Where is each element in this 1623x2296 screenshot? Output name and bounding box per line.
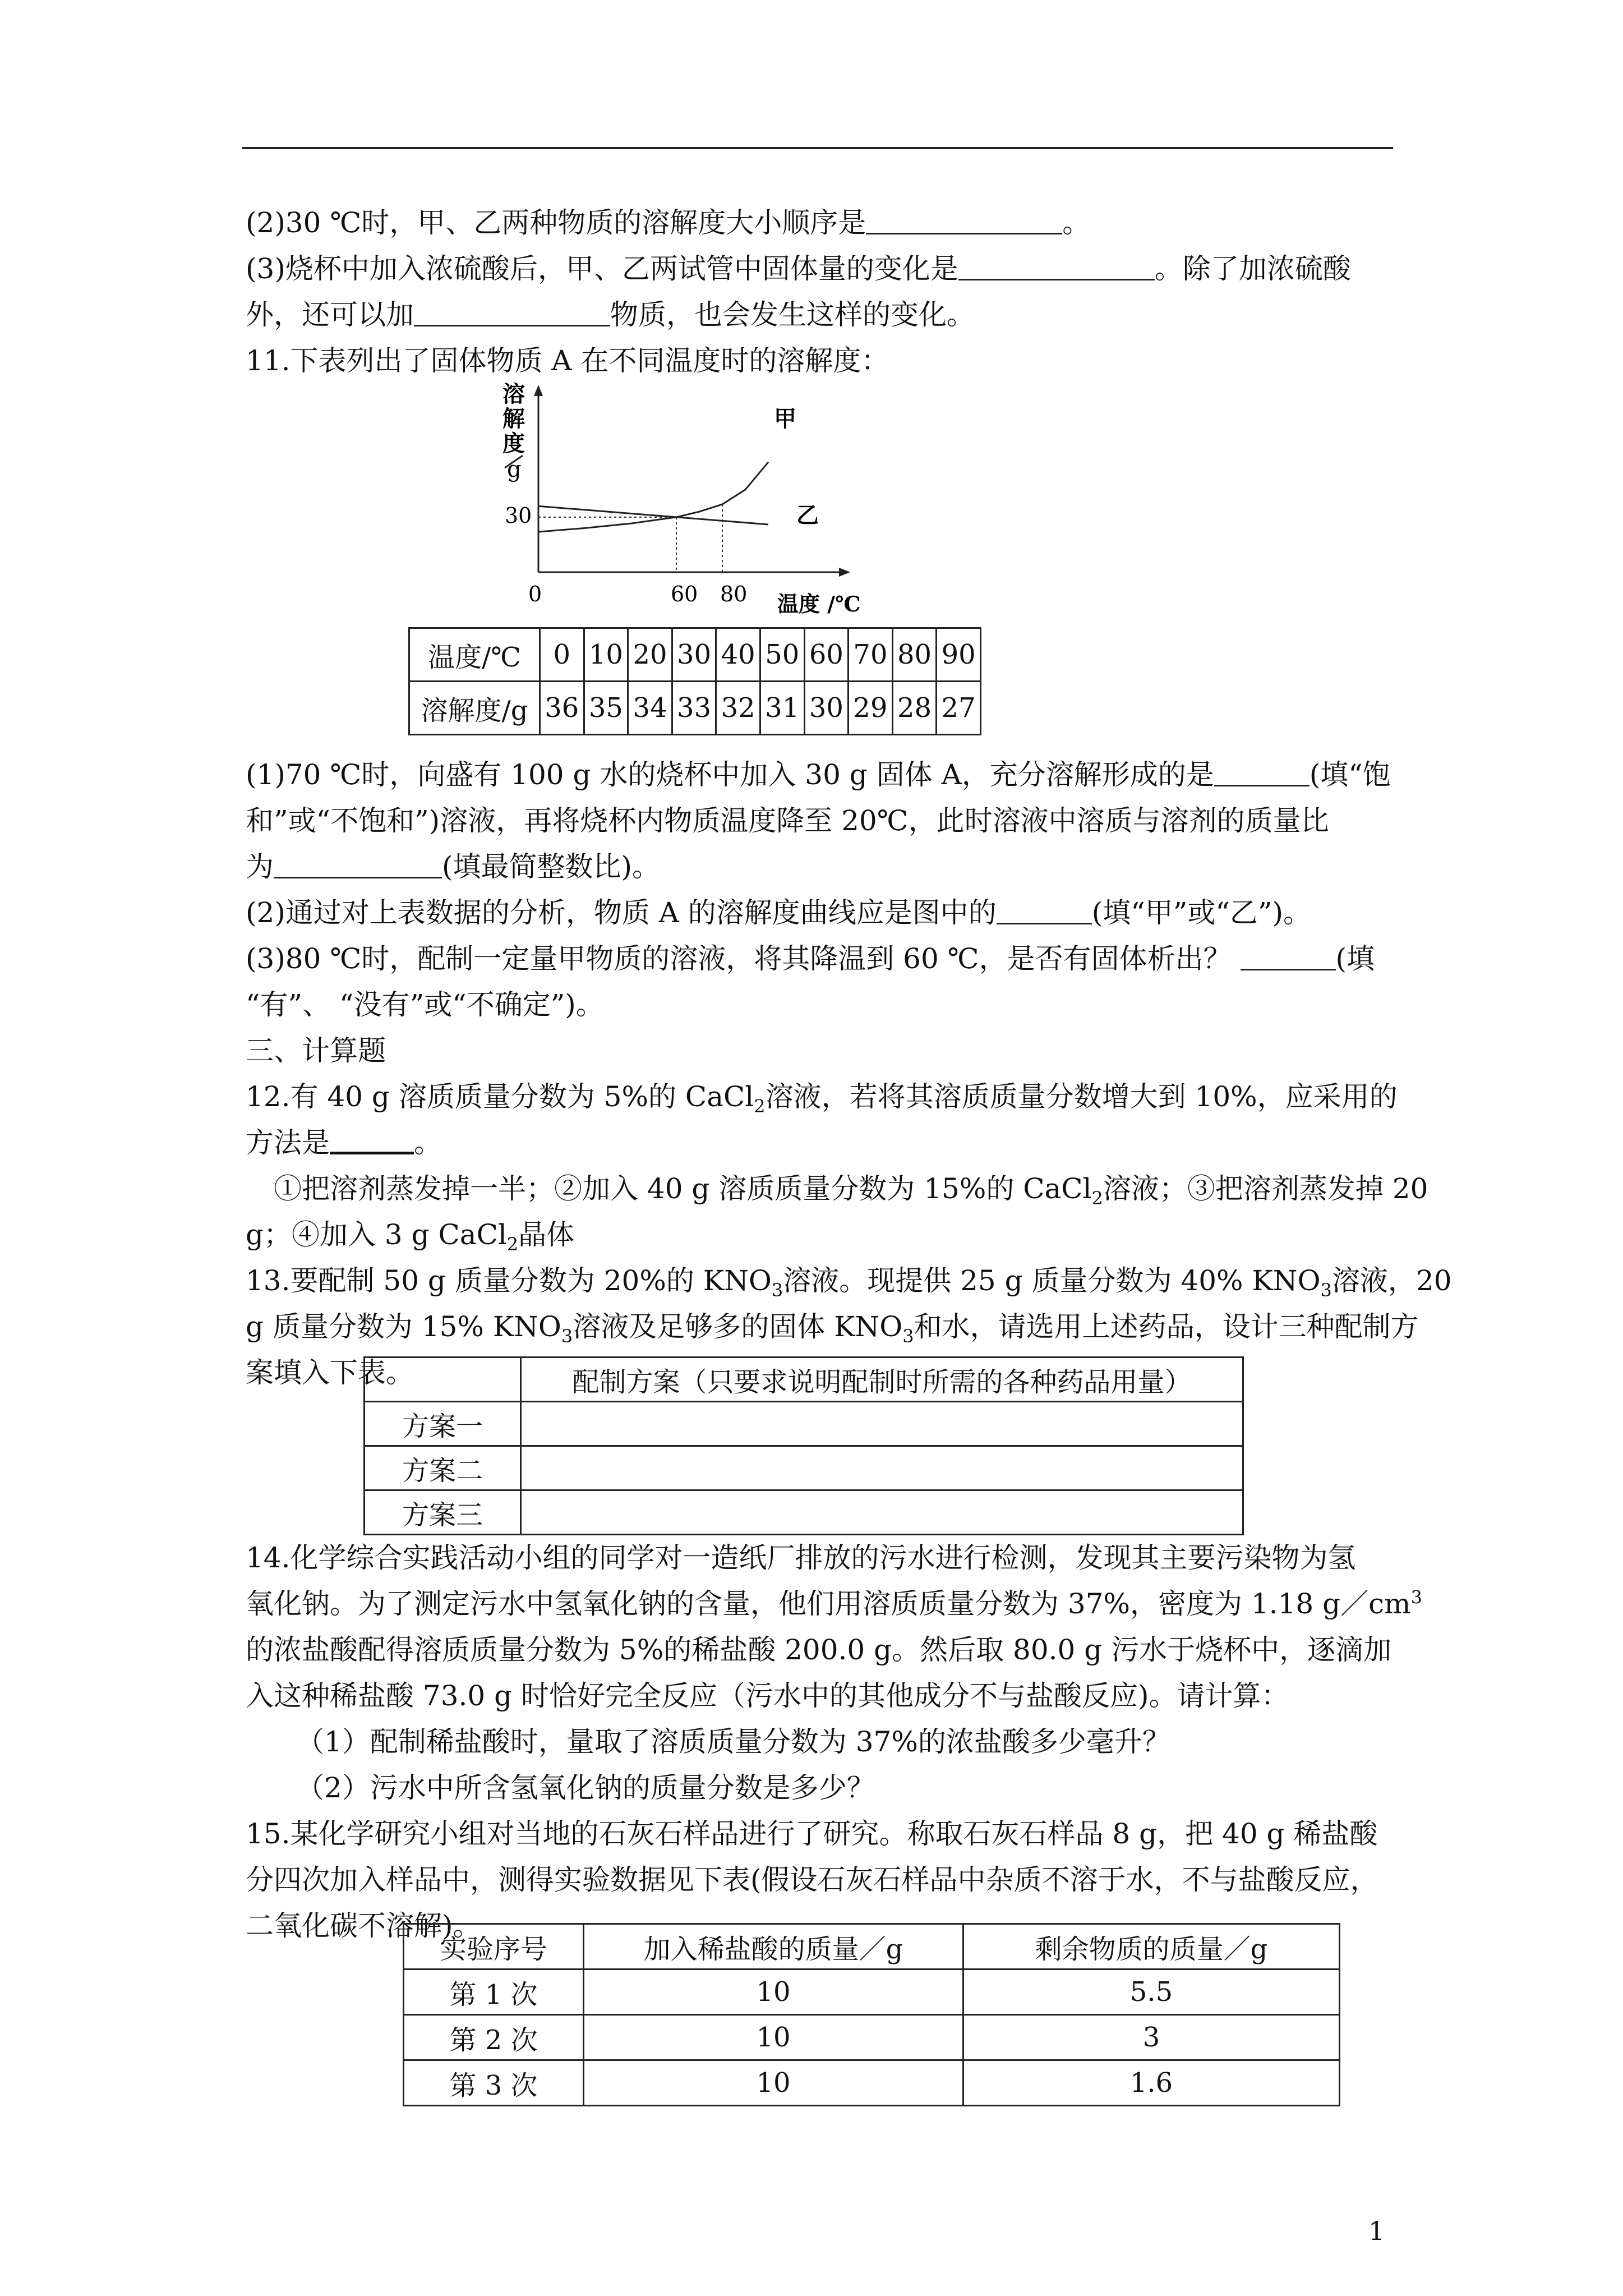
table-cell: 27 — [937, 682, 981, 735]
table-cell: 33 — [672, 682, 716, 735]
table-cell: 加入稀盐酸的质量／g — [584, 1924, 963, 1970]
q11-1-cont: 和”或“不饱和”)溶液，再将烧杯内物质温度降至 20℃，此时溶液中溶质与溶剂的质量比 — [246, 804, 1329, 837]
table-row — [404, 1970, 1340, 2015]
origin-label: 0 — [528, 582, 542, 606]
table-cell: 方案二 — [365, 1446, 521, 1490]
table-cell: 10 — [584, 2015, 963, 2060]
q12-cont: 方法是 。 — [246, 1120, 1412, 1166]
table-cell: 35 — [584, 682, 628, 735]
q15-cont2: 二氧化碳不溶解)。 — [246, 1910, 481, 1942]
series-line-yi — [538, 506, 768, 524]
y-axis-arrow — [534, 385, 543, 396]
plan-answer-cell[interactable] — [521, 1490, 1243, 1535]
table-cell: 方案一 — [365, 1402, 521, 1446]
table-row — [365, 1402, 1243, 1446]
q11-1: (1)70 ℃时，向盛有 100 g 水的烧杯中加入 30 g 固体 A，充分溶解形成的是 (填“饱 — [246, 752, 1412, 798]
answer-blank[interactable] — [274, 848, 442, 878]
answer-blank[interactable] — [866, 204, 1062, 234]
answer-blank[interactable] — [997, 894, 1092, 924]
header-rule — [242, 147, 1393, 149]
table-cell: 30 — [672, 628, 716, 682]
table-row — [404, 2015, 1340, 2060]
section-heading: 三、计算题 — [246, 1034, 386, 1067]
ylabel-char: 度 — [502, 430, 525, 457]
table-cell: 50 — [760, 628, 804, 682]
q10-3-cont: 外，还可以加 物质，也会发生这样的变化。 — [246, 292, 1412, 338]
experiment-table — [403, 1923, 1340, 2106]
table-cell: 5.5 — [963, 1970, 1340, 2015]
q12-options-cont: g；④加入 3 g CaCl$_2$晶体 — [246, 1218, 575, 1255]
x-tick-60: 60 — [671, 582, 698, 606]
q14-cont2: 的浓盐酸配得溶质质量分数为 5%的稀盐酸 200.0 g。然后取 80.0 g 污水于烧杯中，逐滴加 — [246, 1634, 1392, 1666]
ylabel-char: 溶 — [502, 381, 525, 407]
table-cell: 0 — [540, 628, 584, 682]
q15-cont: 分四次加入样品中，测得实验数据见下表(假设石灰石样品中杂质不溶于水，不与盐酸反应， — [246, 1864, 1378, 1896]
table-row — [409, 628, 981, 682]
series-label-yi: 乙 — [796, 502, 819, 528]
table-cell: 40 — [716, 628, 760, 682]
table-cell: 80 — [892, 628, 937, 682]
q13-cont: g 质量分数为 15% $KNO_3$溶液及足够多的固体 $KNO_3$和水，请选用上述药品，设计三种配制方 — [246, 1310, 1419, 1347]
table-cell: 28 — [892, 682, 937, 735]
q11-3-cont: “有”、 “没有”或“不确定”)。 — [246, 988, 604, 1021]
table-cell: 32 — [716, 682, 760, 735]
table-cell: 10 — [584, 2060, 963, 2106]
ylabel-char: g — [507, 457, 522, 482]
table-row — [409, 682, 981, 735]
answer-blank[interactable] — [958, 250, 1155, 280]
table-cell: 第 2 次 — [404, 2015, 584, 2060]
answer-blank[interactable] — [414, 296, 610, 326]
table-row — [365, 1490, 1243, 1535]
table-cell: 第 3 次 — [404, 2060, 584, 2106]
ylabel-char: 解 — [502, 406, 525, 432]
table-cell: 60 — [804, 628, 849, 682]
table-cell: 第 1 次 — [404, 1970, 584, 2015]
plans-table — [363, 1356, 1244, 1535]
table-cell: 10 — [584, 628, 628, 682]
table-cell: 31 — [760, 682, 804, 735]
q10-2: (2)30 ℃时，甲、乙两种物质的溶解度大小顺序是 。 — [246, 200, 1412, 246]
table-row — [404, 1924, 1340, 1970]
q14: 14.化学综合实践活动小组的同学对一造纸厂排放的污水进行检测，发现其主要污染物为氢 — [246, 1542, 1356, 1574]
table-cell: 29 — [849, 682, 893, 735]
q14-part2: （2）污水中所含氢氧化钠的质量分数是多少？ — [296, 1772, 875, 1804]
text-block-middle — [246, 752, 1452, 1396]
table-cell: 剩余物质的质量／g — [963, 1924, 1340, 1970]
table-cell: 20 — [628, 628, 672, 682]
q14-part1: （1）配制稀盐酸时，量取了溶质质量分数为 37%的浓盐酸多少毫升？ — [296, 1726, 1170, 1758]
solubility-table — [408, 627, 981, 735]
table-cell: 30 — [804, 682, 849, 735]
table-row — [404, 2060, 1340, 2106]
answer-blank[interactable] — [1241, 940, 1336, 970]
table-cell: 配制方案（只要求说明配制时所需的各种药品用量） — [521, 1358, 1243, 1402]
q11-3: (3)80 ℃时，配制一定量甲物质的溶液，将其降温到 60 ℃，是否有固体析出？ (填 — [246, 936, 1412, 982]
text-block-top — [246, 200, 1412, 384]
table-cell: 10 — [584, 1970, 963, 2015]
table-row — [365, 1358, 1243, 1402]
table-cell: 90 — [937, 628, 981, 682]
table-cell: 实验序号 — [404, 1924, 584, 1970]
q12-options: ①把溶剂蒸发掉一半；②加入 40 g 溶质质量分数为 15%的 CaCl$_2$溶液；③把溶剂蒸发掉 20 — [274, 1172, 1428, 1209]
xlabel: 温度 /℃ — [777, 591, 861, 616]
series-label-jia: 甲 — [774, 406, 796, 432]
q11-2: (2)通过对上表数据的分析，物质 A 的溶解度曲线应是图中的 (填“甲”或“乙”)。 — [246, 890, 1412, 936]
text-block-bottom — [246, 1535, 1422, 1949]
page-number: 1 — [1368, 2216, 1385, 2246]
table-cell — [365, 1358, 521, 1402]
answer-blank[interactable] — [330, 1122, 414, 1154]
q15: 15.某化学研究小组对当地的石灰石样品进行了研究。称取石灰石样品 8 g，把 40 g 稀盐酸 — [246, 1818, 1378, 1850]
plan-answer-cell[interactable] — [521, 1446, 1243, 1490]
y-tick-30: 30 — [505, 503, 532, 528]
answer-blank[interactable] — [1214, 756, 1310, 786]
table-cell: 36 — [540, 682, 584, 735]
table-cell: 方案三 — [365, 1490, 521, 1535]
table-cell: 温度/℃ — [409, 628, 540, 682]
q13: 13.要配制 50 g 质量分数为 20%的 $KNO_3$溶液。现提供 25 g 质量分数为 40% $KNO_3$溶液，20 — [246, 1264, 1452, 1301]
q14-cont: 氧化钠。为了测定污水中氢氧化钠的含量，他们用溶质质量分数为 37%，密度为 1.18 $g/cm^3$ — [246, 1586, 1422, 1620]
table-cell: 70 — [849, 628, 893, 682]
solubility-graph — [482, 381, 875, 623]
plan-answer-cell[interactable] — [521, 1402, 1243, 1446]
x-axis-arrow — [839, 568, 850, 577]
table-cell: 3 — [963, 2015, 1340, 2060]
q10-3: (3)烧杯中加入浓硫酸后，甲、乙两试管中固体量的变化是 。除了加浓硫酸 — [246, 246, 1412, 292]
q12: 12.有 40 g 溶质质量分数为 5%的 CaCl$_2$溶液，若将其溶质质量分数增大到 10%，应采用的 — [246, 1080, 1398, 1117]
q14-cont3: 入这种稀盐酸 73.0 g 时恰好完全反应（污水中的其他成分不与盐酸反应)。请计算： — [246, 1680, 1289, 1712]
table-cell: 1.6 — [963, 2060, 1340, 2106]
table-cell: 34 — [628, 682, 672, 735]
x-tick-80: 80 — [720, 582, 748, 606]
table-cell: 溶解度/g — [409, 682, 540, 735]
q11-intro: 11.下表列出了固体物质 A 在不同温度时的溶解度： — [246, 344, 889, 377]
table-row — [365, 1446, 1243, 1490]
q11-1-cont2: 为 (填最简整数比)。 — [246, 844, 1412, 890]
q13-cont2: 案填入下表。 — [246, 1356, 414, 1389]
